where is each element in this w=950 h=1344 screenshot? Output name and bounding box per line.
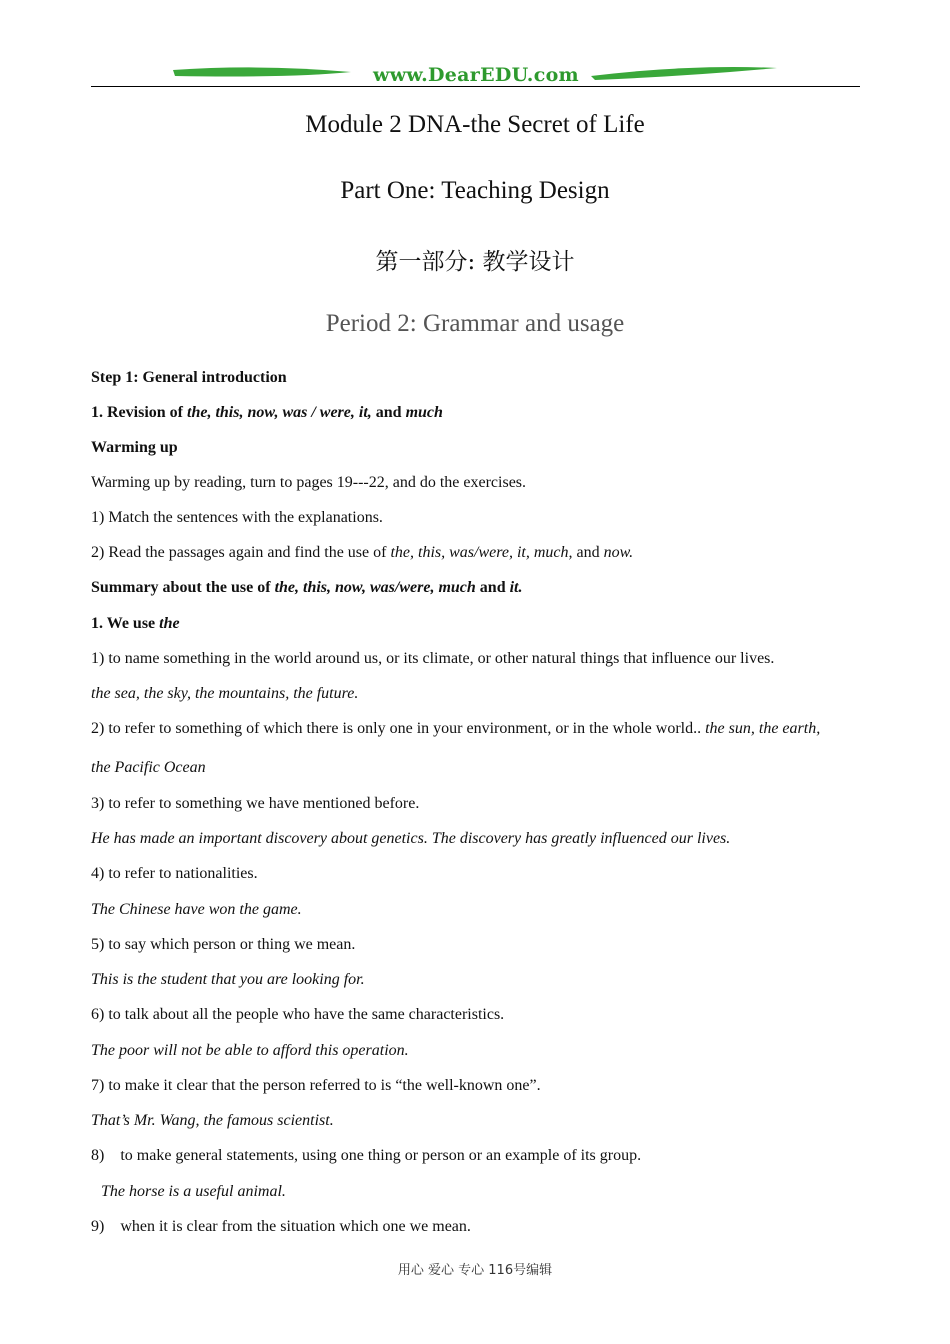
- revision-heading: [91, 403, 871, 423]
- rule-2-text: 2) to refer to something of which there is only one in your environment, or in the whole world..: [91, 720, 706, 737]
- rule-2-examples: the sun, the earth,: [705, 720, 821, 737]
- item2-words: the, this, was/were, it, much,: [390, 544, 573, 561]
- module-title: Module 2 DNA-the Secret of Life: [305, 111, 645, 138]
- header-divider: [91, 86, 860, 87]
- summary-words: the, this, now, was/were, much: [274, 579, 476, 596]
- rule-4: 4) to refer to nationalities.: [91, 865, 258, 882]
- item2-last: now.: [603, 544, 634, 561]
- revision-words: the, this, now, was / were, it,: [187, 404, 372, 421]
- page-header: [91, 60, 860, 90]
- we-use-heading: [91, 614, 871, 634]
- logo-text: www.DearEDU.com: [373, 64, 579, 86]
- step1-heading: Step 1: General introduction: [91, 369, 287, 386]
- warming-text: Warming up by reading, turn to pages 19---22, and do the exercises.: [91, 474, 527, 491]
- rule-2: [91, 719, 871, 739]
- summary-heading: [91, 578, 871, 598]
- item2-prefix: 2) Read the passages again and find the use of: [91, 544, 391, 561]
- exercise-item-2: [91, 543, 871, 563]
- rule-8-example: The horse is a useful animal.: [101, 1183, 286, 1200]
- item2-and: and: [572, 544, 604, 561]
- rule-1: 1) to name something in the world around us, or its climate, or other natural things that influence our lives.: [91, 650, 775, 667]
- summary-and: and: [475, 579, 510, 596]
- rule-3-example: He has made an important discovery about genetics. The discovery has greatly influenced our lives.: [91, 830, 731, 847]
- summary-last: it.: [509, 579, 523, 596]
- we-use-word: the: [159, 615, 180, 632]
- rule-2-example: the Pacific Ocean: [91, 759, 206, 776]
- rule-8: 8) to make general statements, using one thing or person or an example of its group.: [91, 1147, 642, 1164]
- summary-prefix: Summary about the use of: [91, 579, 275, 596]
- site-logo: [171, 62, 781, 88]
- rule-1-example: the sea, the sky, the mountains, the future.: [91, 685, 359, 702]
- rule-7-example: That’s Mr. Wang, the famous scientist.: [91, 1112, 334, 1129]
- rule-5-example: This is the student that you are looking for.: [91, 971, 365, 988]
- part-title: Part One: Teaching Design: [340, 177, 610, 204]
- rule-7: 7) to make it clear that the person referred to is “the well-known one”.: [91, 1077, 541, 1094]
- exercise-item-1: 1) Match the sentences with the explanations.: [91, 509, 383, 526]
- revision-last-word: much: [405, 404, 443, 421]
- warming-heading: Warming up: [91, 439, 178, 456]
- part-title-chinese: 第一部分: 教学设计: [375, 249, 575, 275]
- rule-3: 3) to refer to something we have mentioned before.: [91, 795, 420, 812]
- page-footer: 用心 爱心 专心 116号编辑: [397, 1263, 553, 1278]
- rule-9: 9) when it is clear from the situation which one we mean.: [91, 1218, 471, 1235]
- rule-6: 6) to talk about all the people who have the same characteristics.: [91, 1006, 505, 1023]
- revision-and: and: [371, 404, 406, 421]
- rule-6-example: The poor will not be able to afford this operation.: [91, 1042, 409, 1059]
- period-title: Period 2: Grammar and usage: [325, 310, 625, 337]
- rule-5: 5) to say which person or thing we mean.: [91, 936, 356, 953]
- rule-4-example: The Chinese have won the game.: [91, 901, 302, 918]
- revision-prefix: 1. Revision of: [91, 404, 187, 421]
- we-use-prefix: 1. We use: [91, 615, 160, 632]
